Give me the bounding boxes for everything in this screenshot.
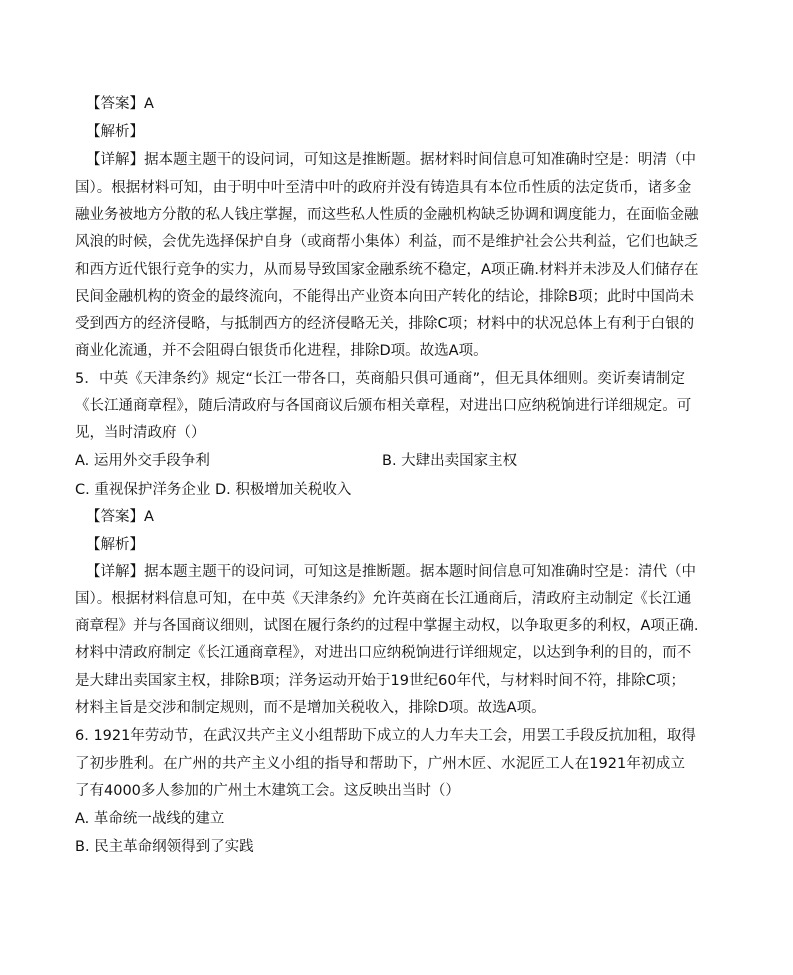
q5-detail-line: 材料中清政府制定《长江通商章程》，对进出口应纳税饷进行详细规定，以达到争利的目的，而不 xyxy=(75,645,692,661)
q6-stem-line: 6. 1921年劳动节，在武汉共产主义小组帮助下成立的人力车夫工会，用罢工手段反抗加租，取得 xyxy=(75,728,696,744)
q5-stem-line: 5．中英《天津条约》规定“长江一带各口，英商船只俱可通商”，但无具体细则。奕䜣奏请制定 xyxy=(75,371,685,387)
q5-options-row-1 xyxy=(75,452,685,470)
q5-option-a: A. 运用外交手段争利 xyxy=(75,453,210,469)
q5-detail-line: 【详解】据本题主题干的设问词，可知这是推断题。据本题时间信息可知准确时空是：清代（中 xyxy=(86,564,696,580)
q4-detail-line: 商业化流通，并不会阻碍白银货币化进程，排除D项。故选A项。 xyxy=(75,343,488,359)
q5-option-cd: C. 重视保护洋务企业 D. 积极增加关税收入 xyxy=(75,482,352,498)
q5-detail-line: 国）。根据材料信息可知，在中英《天津条约》允许英商在长江通商后，清政府主动制定《长江通 xyxy=(75,591,692,607)
q5-detail-line: 商章程》并与各国商议细则，试图在履行条约的过程中掌握主动权，以争取更多的利权，A项正确. xyxy=(75,618,699,634)
q4-answer: 【答案】A xyxy=(86,96,154,112)
q4-detail-line: 风浪的时候，会优先选择保护自身（或商帮小集体）利益，而不是维护社会公共利益，它们也缺乏 xyxy=(75,234,699,250)
q4-detail-line: 民间金融机构的资金的最终流向，不能得出产业资本向田产转化的结论，排除B项；此时中国尚未 xyxy=(75,289,694,305)
q4-detail-line: 融业务被地方分散的私人钱庄掌握，而这些私人性质的金融机构缺乏协调和调度能力，在面临金融 xyxy=(75,207,699,223)
q5-option-b: B. 大肆出卖国家主权 xyxy=(382,453,518,469)
q5-stem-line: 见，当时清政府（） xyxy=(75,425,206,441)
q5-answer: 【答案】A xyxy=(86,509,154,525)
q4-detail-line: 国）。根据材料可知，由于明中叶至清中叶的政府并没有铸造具有本位币性质的法定货币，诸多金 xyxy=(75,180,692,196)
q6-stem-line: 了有4000多人参加的广州土木建筑工会。这反映出当时（） xyxy=(75,783,460,799)
q5-analysis-heading: 【解析】 xyxy=(86,537,144,553)
q4-detail-line: 受到西方的经济侵略，与抵制西方的经济侵略无关，排除C项；材料中的状况总体上有利于白银的 xyxy=(75,316,695,332)
q4-detail-line: 【详解】据本题主题干的设问词，可知这是推断题。据材料时间信息可知准确时空是：明清（中 xyxy=(86,152,696,168)
q6-option-b: B. 民主革命纲领得到了实践 xyxy=(75,839,254,855)
q6-stem-line: 了初步胜利。在广州的共产主义小组的指导和帮助下，广州木匠、水泥匠工人在1921年初成立 xyxy=(75,756,685,772)
q5-detail-line: 是大肆出卖国家主权，排除B项；洋务运动开始于19世纪60年代，与材料时间不符，排除C项； xyxy=(75,673,685,689)
q4-detail-line: 和西方近代银行竞争的实力，从而易导致国家金融系统不稳定，A项正确.材料并未涉及人们储存在 xyxy=(75,262,699,278)
q6-option-a: A. 革命统一战线的建立 xyxy=(75,811,225,827)
q5-detail-line: 材料主旨是交涉和制定规则，而不是增加关税收入，排除D项。故选A项。 xyxy=(75,700,546,716)
q4-analysis-heading: 【解析】 xyxy=(86,124,144,140)
q5-stem-line: 《长江通商章程》，随后清政府与各国商议后颁布相关章程，对进出口应纳税饷进行详细规定。可 xyxy=(75,398,692,414)
